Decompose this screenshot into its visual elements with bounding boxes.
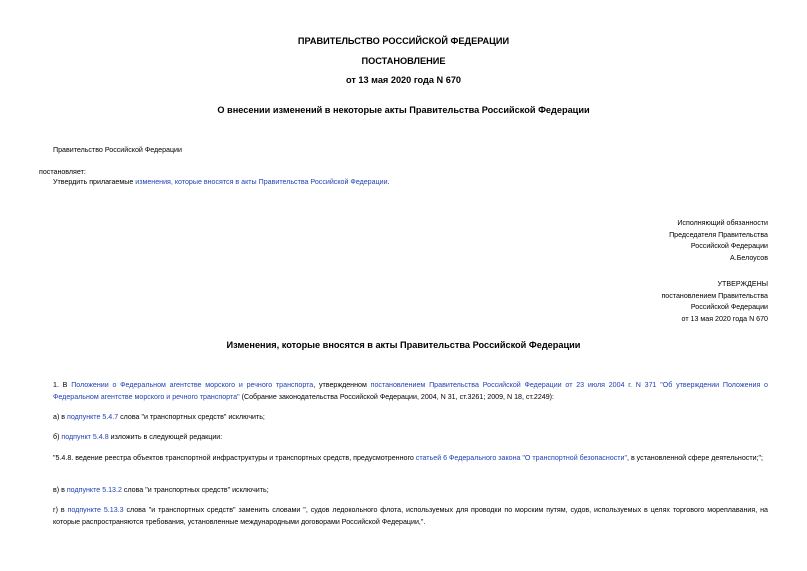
signature-name: А.Белоусов — [730, 253, 768, 262]
subparagraph-text: слова "и транспортных средств" исключить; — [118, 413, 265, 421]
subpoint-5-13-2-link[interactable]: подпункте 5.13.2 — [66, 486, 122, 494]
paragraph-text: , утвержденном — [313, 381, 371, 389]
approved-line: Российской Федерации — [690, 303, 768, 311]
subparagraph-text: слова "и транспортных средств" исключить; — [121, 486, 269, 494]
quote-text: , в установленной сфере деятельности;"; — [627, 454, 763, 462]
federal-law-link[interactable]: статьей 6 Федерального закона "О транспортной безопасности" — [415, 454, 627, 462]
approved-line: УТВЕРЖДЕНЫ — [717, 280, 768, 288]
subparagraph-b — [53, 432, 222, 443]
signature-line: Российской Федерации — [690, 242, 768, 250]
quote-text: "5.4.8. ведение реестра объектов транспортной инфраструктуры и транспортных средств, предусмотренного — [53, 454, 416, 462]
doc-date: от 13 мая 2020 года N 670 — [345, 75, 462, 85]
approved-line: постановлением Правительства — [661, 291, 768, 300]
subparagraph-text: а) в — [53, 413, 68, 421]
resolution-link[interactable]: постановлением Правительства Российской Федерации от 23 июля 2004 г. N 371 "Об утверждении Положения о Федеральном агентстве морского и речного транспорта" — [53, 381, 768, 401]
subparagraph-d — [39, 505, 768, 528]
quoted-text — [39, 453, 768, 465]
signature-line: Председателя Правительства — [669, 230, 768, 239]
approve-text-pre: Утвердить прилагаемые — [53, 178, 136, 186]
changes-title: Изменения, которые вносятся в акты Правительства Российской Федерации — [226, 340, 581, 350]
subparagraph-text: в) в — [53, 486, 67, 494]
regulation-link[interactable]: Положении о Федеральном агентстве морского и речного транспорта — [71, 381, 314, 389]
paragraph-number: 1. В — [53, 381, 72, 389]
subparagraph-text: б) — [53, 433, 62, 441]
signature-line: Исполняющий обязанности — [677, 219, 768, 227]
subparagraph-a — [53, 412, 265, 423]
doc-type-heading: ПОСТАНОВЛЕНИЕ — [361, 56, 446, 66]
subparagraph-c — [53, 485, 269, 496]
approved-block — [661, 279, 768, 325]
subpoint-5-4-7-link[interactable]: подпункте 5.4.7 — [67, 413, 119, 421]
org-heading: ПРАВИТЕЛЬСТВО РОССИЙСКОЙ ФЕДЕРАЦИИ — [297, 36, 510, 46]
subpoint-5-4-8-link[interactable]: подпункт 5.4.8 — [61, 433, 109, 441]
approve-text-post: . — [387, 178, 390, 186]
approved-line: от 13 мая 2020 года N 670 — [681, 314, 768, 323]
approve-line — [53, 177, 390, 188]
subparagraph-text: г) в — [53, 506, 68, 514]
preamble-verb: постановляет: — [39, 168, 86, 176]
paragraph-1 — [39, 380, 768, 403]
subparagraph-text: изложить в следующей редакции: — [108, 433, 223, 441]
changes-link[interactable]: изменения, которые вносятся в акты Правительства Российской Федерации — [135, 178, 388, 186]
subpoint-5-13-3-link[interactable]: подпункте 5.13.3 — [67, 506, 124, 514]
preamble-subject: Правительство Российской Федерации — [53, 146, 182, 154]
signature-block — [669, 218, 768, 264]
subparagraph-text: слова "и транспортных средств" заменить словами ", судов ледокольного флота, используемых для проводки по морским путям, судов, используемых в целях торгового мореплавания, на которые распространяются требования, установленные международными договорами Российской Федерации,". — [53, 506, 768, 526]
doc-title: О внесении изменений в некоторые акты Правительства Российской Федерации — [217, 105, 590, 115]
paragraph-text: (Собрание законодательства Российской Федерации, 2004, N 31, ст.3261; 2009, N 18, ст.2249): — [239, 392, 555, 401]
